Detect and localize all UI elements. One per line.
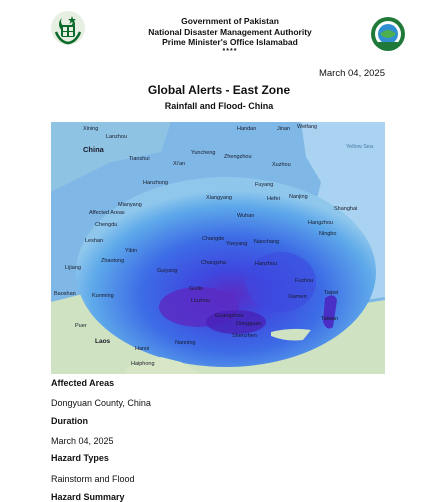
pakistan-emblem-icon — [50, 10, 86, 46]
map-label: Hanzhou — [255, 261, 278, 267]
map-label: Lijiang — [65, 265, 81, 271]
header-dots: **** — [222, 47, 238, 55]
map-label: Xi'an — [173, 161, 186, 167]
page-title: Global Alerts - East Zone — [147, 83, 291, 97]
map-label: Puer — [75, 323, 87, 329]
map-label: Zhaotong — [101, 258, 125, 264]
map-label: Hangzhou — [308, 220, 334, 226]
map-label: Fuzhou — [295, 278, 314, 284]
map-label: Hefei — [267, 196, 280, 202]
map-label: Shenzhen — [232, 333, 257, 339]
map-label: Jinan — [277, 126, 291, 132]
rainfall-map — [51, 122, 385, 374]
duration-value: March 04, 2025 — [51, 436, 114, 446]
hazard-summary-heading: Hazard Summary — [51, 492, 125, 502]
ndma-logo-icon — [370, 16, 406, 52]
duration-heading: Duration — [51, 416, 88, 426]
map-label: Lanzhou — [106, 134, 128, 140]
map-label: Nanjing — [289, 194, 308, 200]
map-label: Zhengzhou — [224, 154, 252, 160]
map-label: Hanoi — [135, 346, 150, 352]
map-label: Guiyang — [157, 268, 178, 274]
map-label: Yueyang — [226, 241, 248, 247]
map-label: Yuncheng — [191, 150, 216, 156]
map-label: Chengdu — [95, 222, 118, 228]
map-label: Shanghai — [334, 206, 358, 212]
map-label: Leshan — [85, 238, 104, 244]
map-label: Xiangyang — [206, 195, 232, 201]
map-label: Taiwan — [321, 316, 339, 322]
map-label: Liuzhou — [191, 298, 211, 304]
map-label: Handan — [237, 126, 257, 132]
map-label: Nanning — [175, 340, 196, 346]
hazard-types-value: Rainstorm and Flood — [51, 474, 135, 484]
map-label: Weifang — [297, 124, 318, 130]
page-subtitle: Rainfall and Flood- China — [164, 101, 274, 111]
affected-areas-value: Dongyuan County, China — [51, 398, 151, 408]
map-label: Affected Areas — [89, 210, 125, 216]
map-label: Xiamen — [288, 294, 307, 300]
map-label: Xuzhou — [272, 162, 291, 168]
header-line-1: Government of Pakistan — [181, 16, 279, 26]
map-label: Wuhan — [237, 213, 255, 219]
map-label: Xining — [83, 126, 99, 132]
map-label: Changde — [202, 236, 225, 242]
header-line-2: National Disaster Management Authority — [148, 26, 312, 37]
map-label: Changsha — [201, 260, 227, 266]
hazard-types-heading: Hazard Types — [51, 453, 109, 463]
map-label: Baoshan — [54, 291, 76, 297]
map-label: Haiphong — [131, 361, 155, 367]
map-label: Ningbo — [319, 231, 337, 237]
map-label: Kunming — [92, 293, 114, 299]
map-label: Hanzhong — [143, 180, 169, 186]
map-label: Fuyang — [255, 182, 274, 188]
map-label: Yellow Sea — [346, 144, 374, 150]
map-label: China — [83, 145, 104, 154]
map-label: Tianshui — [129, 156, 150, 162]
header-line-3: Prime Minister's Office Islamabad — [162, 37, 298, 47]
report-date: March 04, 2025 — [318, 68, 385, 79]
map-label: Guangzhou — [215, 313, 244, 319]
map-label: Yibin — [125, 248, 138, 254]
map-label: Dongguan — [236, 321, 262, 327]
map-label: Guilin — [189, 286, 204, 292]
letterhead-text — [110, 16, 350, 56]
affected-areas-heading: Affected Areas — [51, 378, 115, 388]
map-label: Nanchang — [254, 239, 280, 245]
letterhead — [0, 0, 438, 60]
map-label: Laos — [95, 338, 111, 345]
map-label: Taipei — [324, 290, 339, 296]
map-label: Mianyang — [118, 202, 142, 208]
